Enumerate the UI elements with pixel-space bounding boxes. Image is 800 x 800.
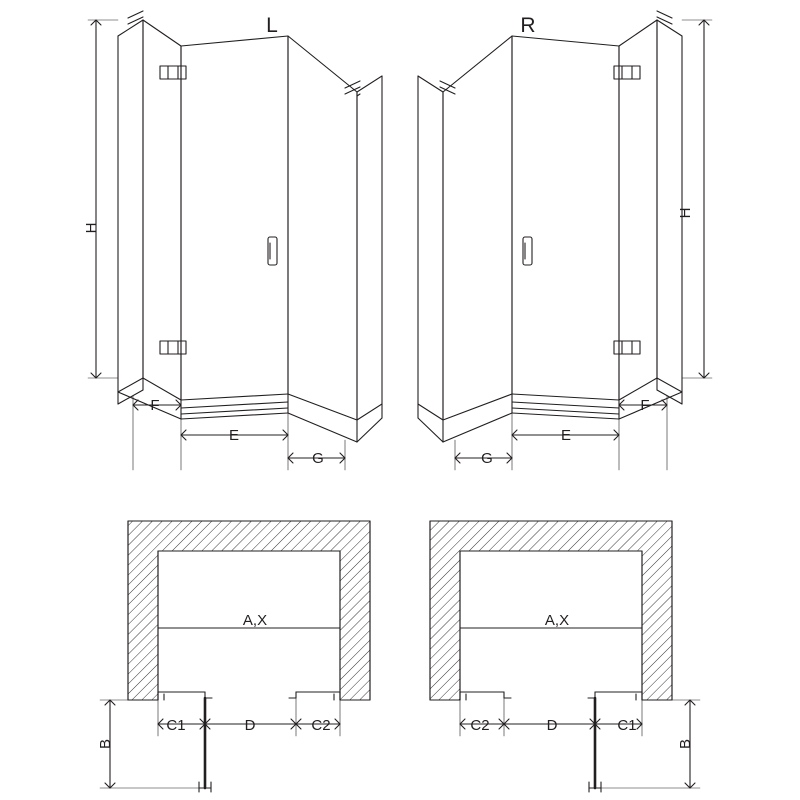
dimension-label-h-left: H (83, 222, 100, 234)
dimension-label-d-left: D (244, 717, 256, 734)
dimension-label-f-left: F (150, 397, 160, 414)
elevation-left-view (88, 11, 382, 470)
variant-label-left: L (266, 14, 278, 37)
dimension-label-h-right: H (677, 207, 694, 219)
dimension-label-f-right: F (640, 397, 650, 414)
dimension-label-b-left: B (97, 738, 114, 750)
dimension-label-g-left: G (312, 450, 324, 467)
dimension-label-b-right: B (677, 738, 694, 750)
dimension-label-e-left: E (228, 427, 240, 444)
plan-label-ax-left: A,X (242, 612, 268, 629)
dimension-label-d-right: D (546, 717, 558, 734)
plan-label-ax-right: A,X (544, 612, 570, 629)
dimension-label-e-right: E (560, 427, 572, 444)
elevation-right-view (418, 11, 712, 470)
dimension-label-c2-left: C2 (311, 717, 331, 734)
plan-right-view (430, 521, 700, 792)
variant-label-right: R (520, 14, 536, 37)
dimension-label-c1-left: C1 (166, 717, 186, 734)
plan-left-view (100, 521, 370, 792)
dimension-label-c1-right: C1 (617, 717, 637, 734)
dimension-label-g-right: G (481, 450, 493, 467)
dimension-label-c2-right: C2 (470, 717, 490, 734)
